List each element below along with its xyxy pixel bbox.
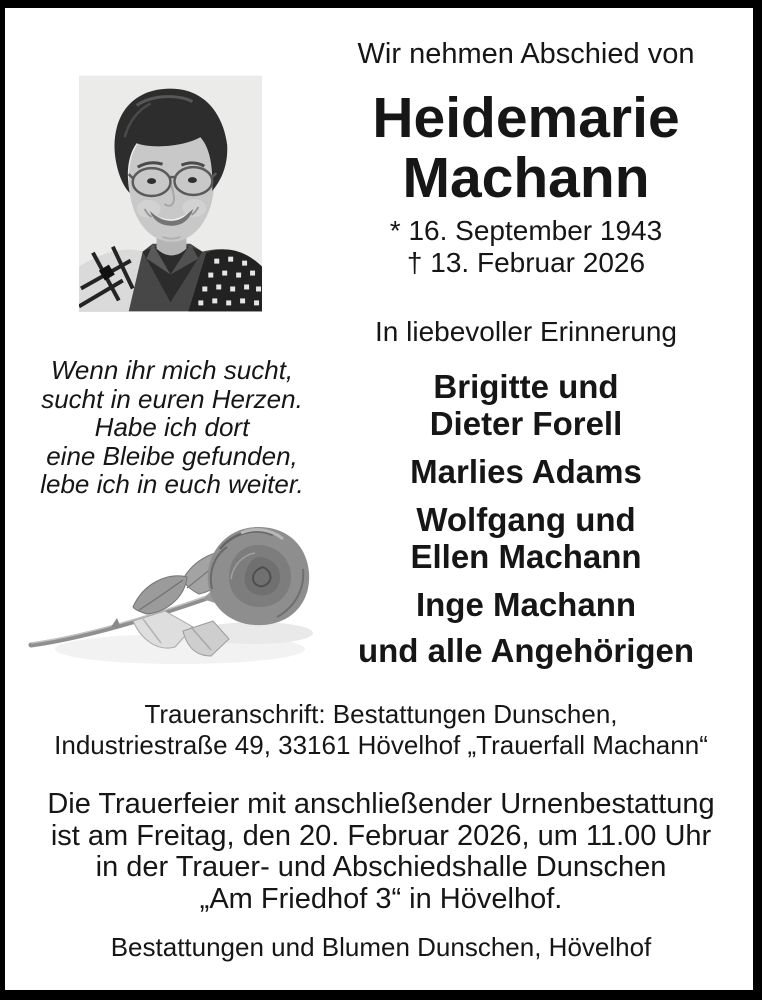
ceremony-line: ist am Freitag, den 20. Februar 2026, um 11.00 Uhr [50, 819, 712, 852]
mourner-group [298, 368, 754, 442]
mourner-line: Marlies Adams [410, 453, 642, 490]
address-line: Industriestraße 49, 33161 Hövelhof „Trauerfall Machann“ [54, 730, 708, 760]
ceremony-line: „Am Friedhof 3“ in Hövelhof. [199, 882, 563, 915]
poem-line: Habe ich dort [94, 412, 250, 442]
mourner-line: Dieter Forell [429, 405, 623, 442]
mourner-group [298, 586, 754, 623]
deceased-first-name: Heidemarie [372, 86, 680, 150]
poem-line: sucht in euren Herzen. [41, 383, 303, 414]
poem-line: lebe ich in euch weiter. [40, 469, 304, 499]
memorial-poem [18, 356, 326, 499]
portrait-photo-image [79, 75, 262, 312]
announcement-column [298, 0, 754, 669]
birth-date-line: * 16. September 1943 [389, 215, 663, 246]
mourner-line: Ellen Machann [410, 538, 642, 575]
poem-line: eine Bleibe gefunden, [46, 440, 298, 471]
life-dates [298, 215, 754, 279]
mourner-group [298, 501, 754, 575]
ceremony-line: in der Trauer- und Abschiedshalle Dunschen [95, 851, 667, 883]
ceremony-line: Die Trauerfeier mit anschließender Urnenbestattung [47, 788, 715, 820]
rose-image [15, 515, 315, 675]
deceased-name [298, 88, 754, 208]
portrait-photo [79, 75, 262, 312]
deceased-last-name: Machann [402, 146, 650, 210]
remembrance-line: In liebevoller Erinnerung [375, 316, 677, 347]
ceremony-details [8, 789, 754, 915]
mourner-line: Inge Machann [415, 586, 637, 623]
mourner-line: Brigitte und [433, 368, 619, 405]
death-date-line: † 13. Februar 2026 [406, 247, 646, 278]
intro-line: Wir nehmen Abschied von [357, 38, 695, 70]
mourner-line: Wolfgang und [416, 501, 636, 538]
rose-illustration [15, 515, 315, 675]
poem-line: Wenn ihr mich sucht, [50, 355, 294, 385]
condolence-address [8, 699, 754, 761]
mourners-list [298, 368, 754, 669]
mourner-group [298, 453, 754, 490]
funeral-home-footer: Bestattungen und Blumen Dunschen, Hövelhof [110, 932, 652, 962]
address-line: Traueranschrift: Bestattungen Dunschen, [144, 699, 618, 729]
closing-mourner-line: und alle Angehörigen [357, 632, 695, 669]
